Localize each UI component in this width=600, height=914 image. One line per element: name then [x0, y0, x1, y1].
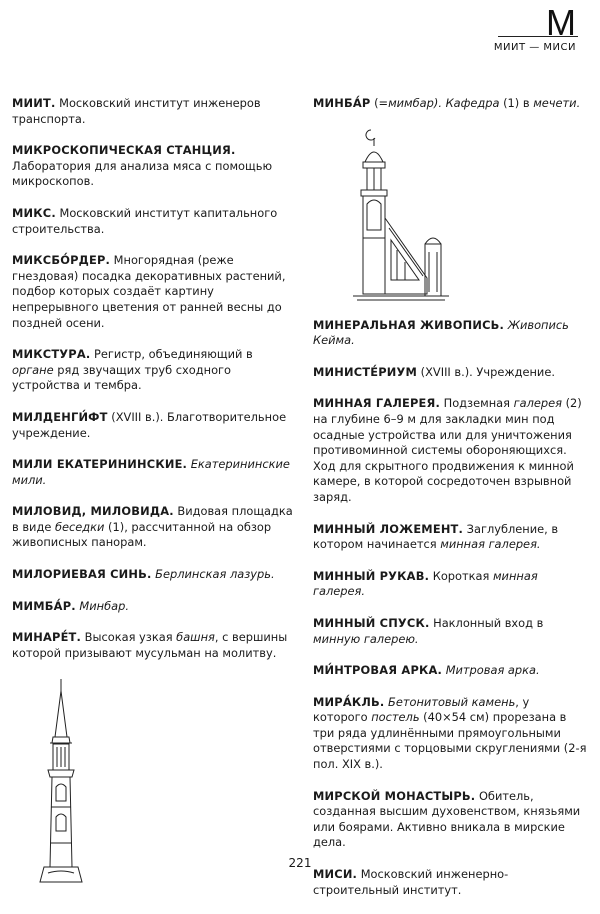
- entry-range: МИИТ — МИСИ: [493, 42, 576, 53]
- dictionary-entry: [313, 569, 587, 600]
- entry-definition: Московский инженерно-строительный институт.: [313, 867, 509, 897]
- entry-reference: мимбар). Кафедра: [388, 96, 500, 110]
- minbar-illustration: [349, 128, 459, 304]
- entry-definition: (1), рассчитанной на обзор живописных панорам.: [12, 519, 272, 550]
- entry-term: МИННЫЙ СПУСК.: [313, 615, 430, 630]
- dictionary-entry: [313, 318, 587, 349]
- entry-term: МИЛОРИЕВАЯ СИНЬ.: [12, 567, 152, 582]
- left-column: [12, 96, 294, 885]
- dictionary-entry: [12, 410, 294, 441]
- entry-term: МИКС.: [12, 205, 56, 220]
- dictionary-entry: [12, 96, 294, 127]
- entry-definition: , у которого: [313, 694, 530, 725]
- dictionary-entry: [12, 599, 294, 615]
- dictionary-entry: [313, 695, 587, 773]
- entry-term: МИЛДЕНГИ́ФТ: [12, 409, 108, 424]
- right-entries: [313, 318, 587, 899]
- dictionary-entry: [313, 789, 587, 851]
- entry-reference: Бетонитовый камень: [388, 694, 516, 709]
- entry-reference: минную галерею.: [313, 631, 419, 646]
- entry-definition: Высокая узкая: [81, 630, 177, 645]
- entry-definition: (XVIII в.). Учреждение.: [417, 364, 555, 379]
- entry-definition: (1) в: [499, 96, 534, 110]
- dictionary-entry: [12, 567, 294, 583]
- right-column: [313, 96, 587, 914]
- entry-definition: Видовая площадка в виде: [12, 504, 293, 534]
- entry-term: МИНЕРАЛЬНАЯ ЖИВОПИСЬ.: [313, 317, 505, 332]
- left-entries: [12, 96, 294, 661]
- dictionary-entry: [12, 347, 294, 394]
- entry-term: МИННАЯ ГАЛЕРЕЯ.: [313, 396, 441, 411]
- entry-term: МИНАРЕ́Т.: [12, 630, 82, 645]
- entry-definition: ряд звучащих труб сходного устройства и тембра.: [12, 362, 232, 393]
- entry-definition: Регистр, объединяющий в: [90, 347, 253, 362]
- entry-definition: Обитель, созданная высшим духовенством, князьями или боярами. Активно вникала в мирские дела.: [313, 788, 581, 850]
- entry-term: МИЛОВИД, МИЛОВИДА.: [12, 504, 174, 519]
- entry-term: МИИТ.: [12, 96, 56, 110]
- entry-reference: постель: [371, 710, 420, 725]
- dictionary-entry: [313, 867, 587, 898]
- right-top-entries: [313, 96, 587, 112]
- entry-definition: , с вершины которой призывают мусульман на молитву.: [12, 630, 288, 660]
- entry-term: МИКСБО́РДЕР.: [12, 253, 111, 268]
- entry-definition: (40×54 см) прорезана в три ряда удлинёнными прямоугольными отверстиями с торцовыми скруглениями (2-я пол. XIX в.).: [313, 710, 587, 772]
- entry-reference: Живопись Кейма.: [313, 317, 569, 348]
- dictionary-entry: [12, 457, 294, 488]
- entry-reference: Екатерининские мили.: [12, 457, 290, 487]
- entry-definition: (2) на глубине 6–9 м для закладки мин под осадные устройства или для уничтожения противоминной системы обороняющихся. Ход для скрытного продвижения к минной камере, в которой сосредоточен взрывной заряд.: [313, 396, 582, 504]
- dictionary-entry: [313, 522, 587, 553]
- entry-term: МИНИСТЕ́РИУМ: [313, 364, 418, 379]
- dictionary-entry: [12, 253, 294, 331]
- entry-reference: Минбар.: [79, 598, 129, 613]
- entry-reference: Митровая арка.: [445, 663, 540, 678]
- dictionary-entry: [12, 504, 294, 551]
- dictionary-entry: [12, 206, 294, 237]
- dictionary-entry: [313, 365, 587, 381]
- dictionary-entry: [313, 663, 587, 679]
- entry-definition: Короткая: [429, 568, 493, 583]
- entry-term: МИННЫЙ РУКАВ.: [313, 568, 430, 583]
- entry-definition: (=: [370, 96, 389, 110]
- entry-reference: минная галерея.: [440, 537, 541, 552]
- entry-definition: Лаборатория для анализа мяса с помощью микроскопов.: [12, 158, 273, 189]
- minaret-illustration: [26, 677, 96, 885]
- entry-definition: Заглубление, в котором начинается: [313, 521, 559, 552]
- entry-term: МИМБА́Р.: [12, 598, 76, 613]
- entry-term: МИКРОСКОПИЧЕСКАЯ СТАНЦИЯ.: [12, 143, 236, 158]
- dictionary-entry: [313, 96, 587, 112]
- entry-reference: минная галерея.: [313, 568, 538, 599]
- entry-term: МИКСТУРА.: [12, 347, 91, 362]
- entry-definition: Московский институт капитального строительства.: [12, 205, 278, 236]
- entry-term: МИННЫЙ ЛОЖЕМЕНТ.: [313, 521, 464, 536]
- header-rule: [498, 36, 578, 37]
- entry-reference: башня: [176, 630, 215, 645]
- entry-term: МИНБА́Р: [313, 96, 371, 110]
- entry-definition: (XVIII в.). Благотворительное учреждение.: [12, 409, 287, 440]
- entry-definition: Многорядная (реже гнездовая) посадка декоративных растений, подбор которых создаёт картину непрерывного цветения от ранней весны до поздней осени.: [12, 253, 286, 330]
- dictionary-entry: [313, 616, 587, 647]
- dictionary-entry: [313, 396, 587, 505]
- entry-term: МИРА́КЛЬ.: [313, 694, 385, 709]
- entry-reference: органе: [12, 362, 54, 377]
- section-letter: М: [546, 2, 576, 43]
- entry-term: МИСИ.: [313, 867, 358, 882]
- entry-term: МИРСКОЙ МОНАСТЫРЬ.: [313, 788, 476, 803]
- entry-term: МИЛИ ЕКАТЕРИНИНСКИЕ.: [12, 457, 188, 472]
- entry-definition: Наклонный вход в: [429, 615, 544, 630]
- page-number: 221: [288, 856, 312, 870]
- entry-reference: галерея: [513, 396, 562, 411]
- entry-term: МИ́НТРОВАЯ АРКА.: [313, 663, 443, 678]
- dictionary-entry: [12, 143, 294, 190]
- dictionary-entry: [12, 630, 294, 661]
- entry-reference: Берлинская лазурь.: [155, 567, 275, 582]
- entry-definition: Московский институт инженеров транспорта.: [12, 96, 261, 126]
- entry-reference: беседки: [54, 519, 105, 534]
- entry-reference: мечети.: [533, 96, 581, 110]
- entry-definition: Подземная: [440, 396, 514, 411]
